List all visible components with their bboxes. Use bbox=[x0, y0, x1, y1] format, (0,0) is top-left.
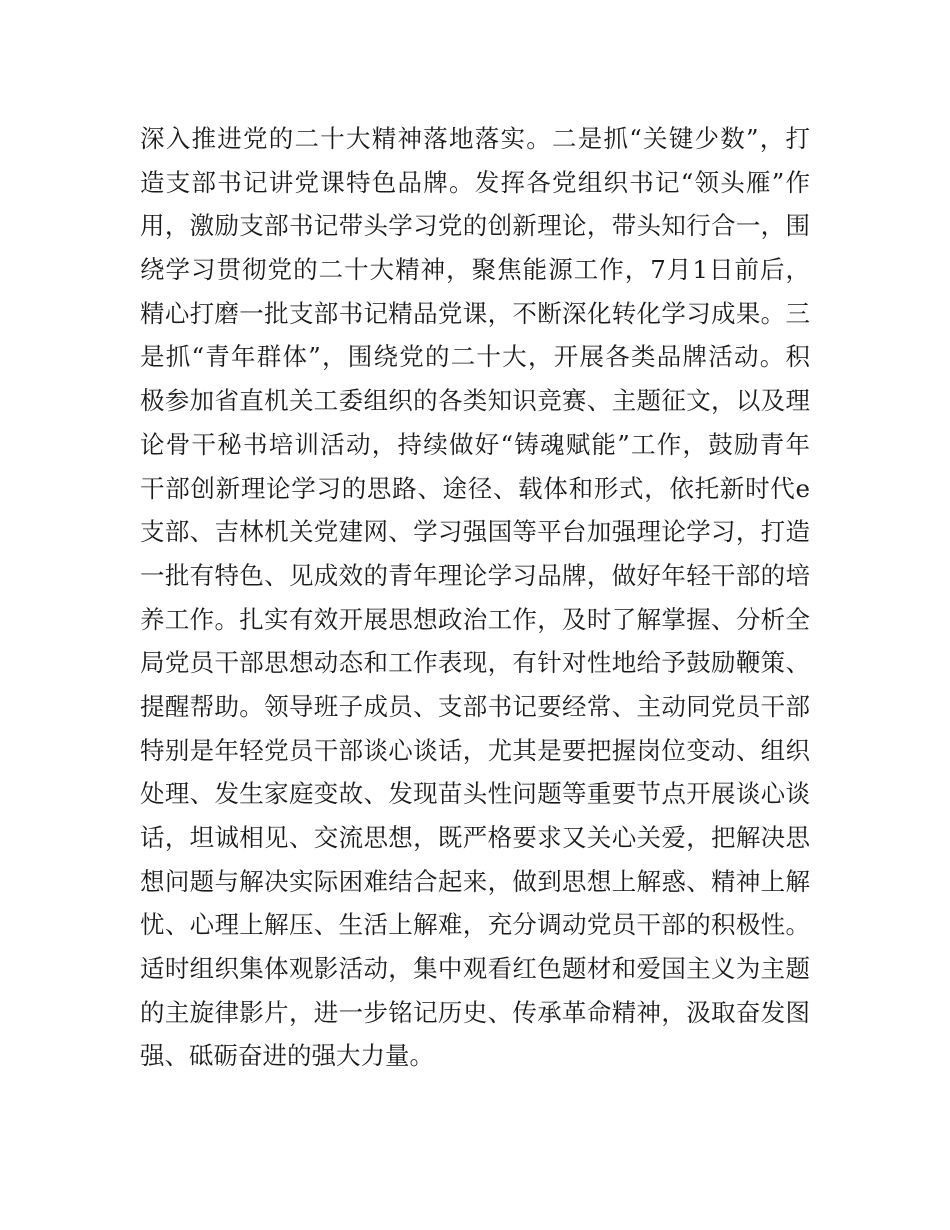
text-line: 的主旋律影片，进一步铭记历史、传承革命精神，汲取奋发图 bbox=[140, 997, 810, 1027]
text-line: 想问题与解决实际困难结合起来，做到思想上解惑、精神上解 bbox=[140, 866, 810, 896]
text-line: 提醒帮助。领导班子成员、支部书记要经常、主动同党员干部 bbox=[140, 691, 810, 721]
text-line: 养工作。扎实有效开展思想政治工作，及时了解掌握、分析全 bbox=[140, 604, 810, 634]
text-line: 强、砥砺奋进的强大力量。 bbox=[140, 1041, 434, 1071]
text-line: 局党员干部思想动态和工作表现，有针对性地给予鼓励鞭策、 bbox=[140, 648, 810, 678]
text-line: 处理、发生家庭变故、发现苗头性问题等重要节点开展谈心谈 bbox=[140, 779, 810, 809]
text-line: 支部、吉林机关党建网、学习强国等平台加强理论学习，打造 bbox=[140, 517, 810, 547]
text-line: 极参加省直机关工委组织的各类知识竞赛、主题征文，以及理 bbox=[140, 386, 810, 416]
text-line: 论骨干秘书培训活动，持续做好“铸魂赋能”工作，鼓励青年 bbox=[140, 429, 810, 459]
text-line: 干部创新理论学习的思路、途径、载体和形式，依托新时代e bbox=[140, 473, 810, 503]
text-line: 忧、心理上解压、生活上解难，充分调动党员干部的积极性。 bbox=[140, 910, 810, 940]
text-line: 绕学习贯彻党的二十大精神，聚焦能源工作，7月1日前后， bbox=[140, 255, 810, 285]
text-line: 一批有特色、见成效的青年理论学习品牌，做好年轻干部的培 bbox=[140, 560, 810, 590]
text-line: 造支部书记讲党课特色品牌。发挥各党组织书记“领头雁”作 bbox=[140, 167, 810, 197]
text-line: 用，激励支部书记带头学习党的创新理论，带头知行合一，围 bbox=[140, 211, 810, 241]
body-paragraph bbox=[140, 117, 810, 1078]
text-line: 深入推进党的二十大精神落地落实。二是抓“关键少数”，打 bbox=[140, 124, 810, 153]
text-line: 适时组织集体观影活动，集中观看红色题材和爱国主义为主题 bbox=[140, 954, 810, 984]
text-line: 精心打磨一批支部书记精品党课，不断深化转化学习成果。三 bbox=[140, 298, 810, 328]
text-line: 特别是年轻党员干部谈心谈话，尤其是要把握岗位变动、组织 bbox=[140, 735, 810, 765]
text-line: 是抓“青年群体”，围绕党的二十大，开展各类品牌活动。积 bbox=[140, 342, 810, 372]
text-line: 话，坦诚相见、交流思想，既严格要求又关心关爱，把解决思 bbox=[140, 823, 810, 852]
